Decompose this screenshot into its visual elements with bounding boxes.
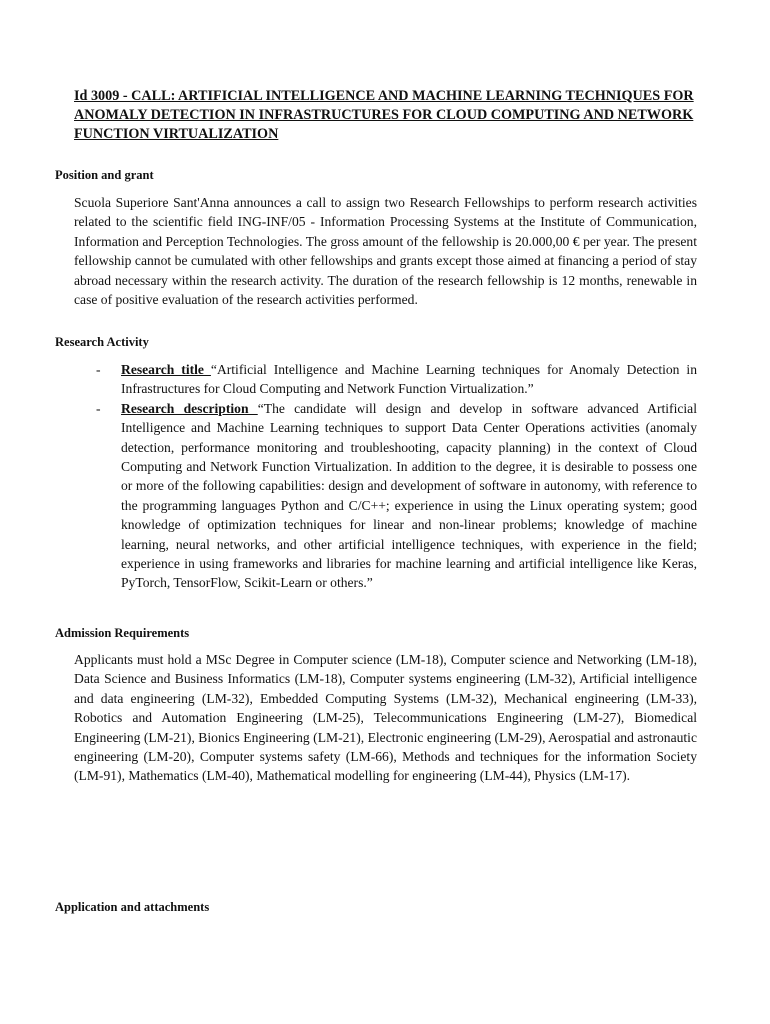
- research-title-text: “Artificial Intelligence and Machine Learning techniques for Anomaly Detection in Infrastructures for Cloud Computing and Network Function Virtualization.”: [121, 362, 697, 397]
- position-paragraph: Scuola Superiore Sant'Anna announces a call to assign two Research Fellowships to perform research activities related to the scientific field ING-INF/05 - Information Processing Systems at the Institute of Communication, Information and Perception Technologies. The gross amount of the fellowship is 20.000,00 € per year. The present fellowship cannot be cumulated with other fellowships and grants except those aimed at financing a period of stay abroad necessary within the research activity. The duration of the research fellowship is 12 months, renewable in case of positive evaluation of the research activities performed.: [74, 195, 697, 308]
- section-heading-application: Application and attachments: [55, 900, 210, 914]
- research-description-label: Research description: [121, 400, 258, 416]
- bullet-dash: -: [96, 362, 101, 377]
- list-item-research-title: [74, 360, 697, 399]
- admission-paragraph: Applicants must hold a MSc Degree in Computer science (LM-18), Computer science and Networking (LM-18), Data Science and Business Informatics (LM-18), Computer systems engineering (LM-32), Artificial intelligence and data engineering (LM-32), Embedded Computing Systems (LM-32), Mechanical engineering (LM-33), Robotics and Automation Engineering (LM-25), Telecommunications Engineering (LM-27), Biomedical Engineering (LM-21), Bionics Engineering (LM-21), Electronic engineering (LM-29), Aerospatial and astronautic engineering (LM-20), Computer systems safety (LM-66), Methods and techniques for the information Society (LM-91), Mathematics (LM-40), Mathematical modelling for engineering (LM-44), Physics (LM-17).: [74, 652, 697, 784]
- page-title: Id 3009 - CALL: ARTIFICIAL INTELLIGENCE AND MACHINE LEARNING TECHNIQUES FOR ANOMALY DETECTION IN INFRASTRUCTURES FOR CLOUD COMPUTING AND NETWORK FUNCTION VIRTUALIZATION: [74, 88, 694, 142]
- bullet-dash: -: [96, 400, 101, 416]
- list-item-research-description: [74, 399, 697, 593]
- research-title-label: Research title: [121, 362, 211, 377]
- section-heading-research: Research Activity: [55, 335, 149, 349]
- section-heading-admission: Admission Requirements: [55, 626, 190, 640]
- section-heading-position: Position and grant: [55, 168, 154, 182]
- research-description-text: “The candidate will design and develop in software advanced Artificial Intelligence and Machine Learning techniques to support Data Center Operations activities (anomaly detection, performance monitoring and troubleshooting, capacity planning) in the context of Cloud Computing and Network Function Virtualization. In addition to the degree, it is desirable to possess one or more of the following capabilities: design and development of software in autonomy, with reference to the programming languages Python and C/C++; experience in using the Linux operating system; good knowledge of optimization techniques for linear and non-linear problems; knowledge of machine learning, neural networks, and other artificial intelligence techniques, with experience in the field; experience in using frameworks and libraries for machine learning and artificial intelligence like Keras, PyTorch, TensorFlow, Scikit-Learn or others.”: [121, 400, 697, 591]
- research-list: [74, 360, 697, 593]
